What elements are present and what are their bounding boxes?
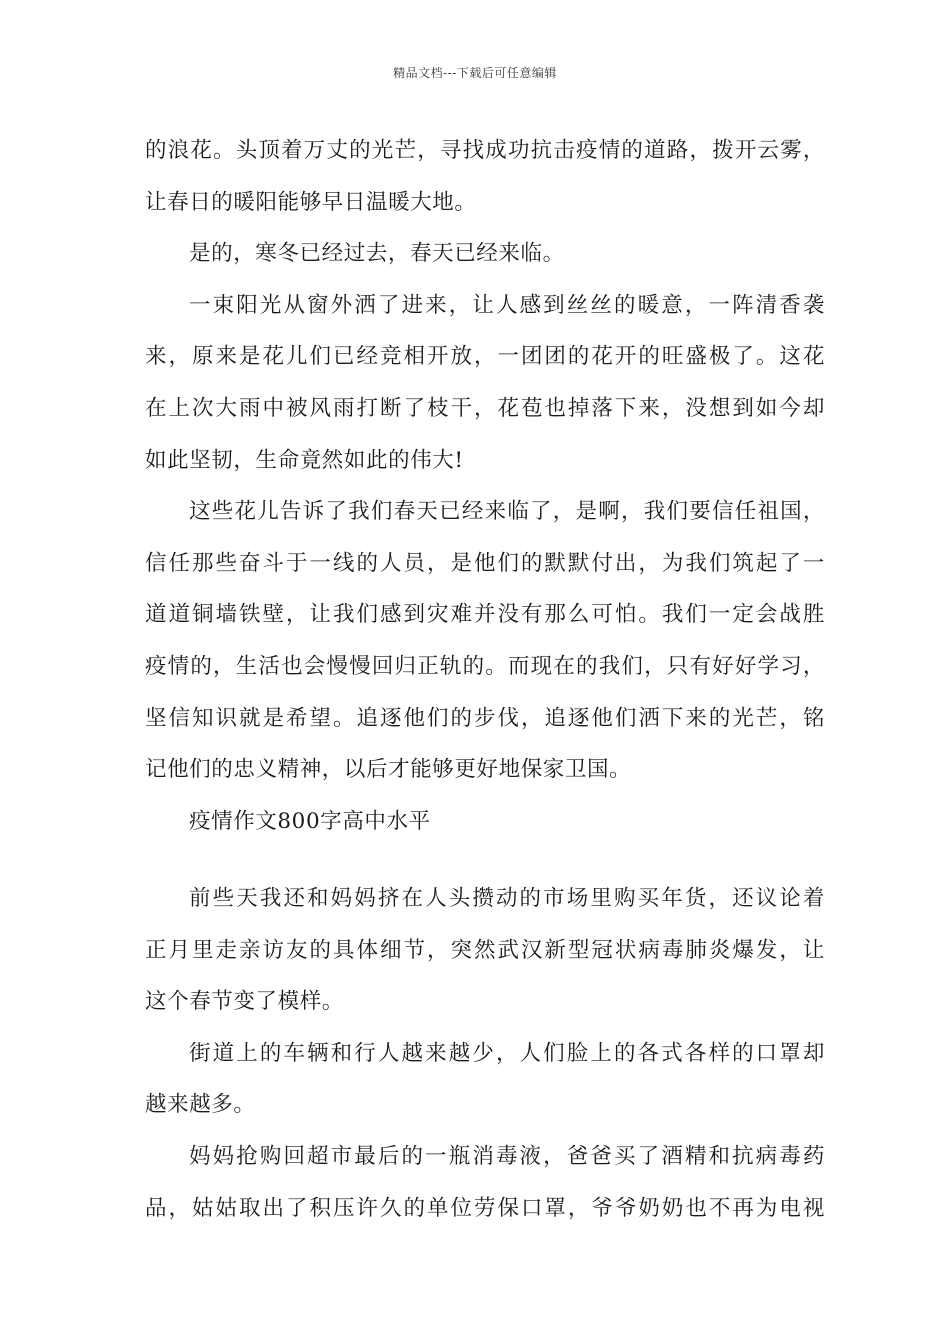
page-header: 精品文档---下载后可任意编辑: [393, 66, 557, 80]
text-block-lower: [145, 873, 825, 1234]
text-line: 记他们的忠义精神，以后才能够更好地保家卫国。: [145, 757, 632, 783]
text-line: 让春日的暖阳能够早日温暖大地。: [145, 189, 477, 215]
text-line: 品，姑姑取出了积压许久的单位劳保口罩，爷爷奶奶也不再为电视: [145, 1195, 825, 1221]
text-line: 这个春节变了模样。: [145, 989, 344, 1015]
text-line: 的浪花。头顶着万丈的光芒，寻找成功抗击疫情的道路，拨开云雾，: [145, 138, 825, 163]
text-line: 越来越多。: [145, 1092, 256, 1118]
text-line: 街道上的车辆和行人越来越少，人们脸上的各式各样的口罩却: [189, 1040, 825, 1066]
text-line: 坚信知识就是希望。追逐他们的步伐，追逐他们洒下来的光芒，铭: [145, 705, 825, 731]
text-line: 道道铜墙铁壁，让我们感到灾难并没有那么可怕。我们一定会战胜: [145, 602, 825, 628]
text-line: 信任那些奋斗于一线的人员，是他们的默默付出，为我们筑起了一: [145, 550, 825, 576]
text-line: 是的，寒冬已经过去，春天已经来临。: [189, 241, 565, 267]
text-line: 来，原来是花儿们已经竞相开放，一团团的花开的旺盛极了。这花: [145, 344, 825, 370]
text-line: 前些天我还和妈妈挤在人头攒动的市场里购买年货，还议论着: [189, 886, 825, 911]
text-block-upper: [145, 125, 825, 847]
text-line: 正月里走亲访友的具体细节，突然武汉新型冠状病毒肺炎爆发，让: [145, 937, 825, 963]
text-line: 在上次大雨中被风雨打断了枝干，花苞也掉落下来，没想到如今却: [145, 395, 825, 421]
text-line: 一束阳光从窗外洒了进来，让人感到丝丝的暖意，一阵清香袭: [189, 292, 825, 318]
text-line: 这些花儿告诉了我们春天已经来临了，是啊，我们要信任祖国，: [189, 499, 825, 525]
text-line: 疫情的，生活也会慢慢回归正轨的。而现在的我们，只有好好学习，: [145, 653, 825, 679]
text-line: 妈妈抢购回超市最后的一瓶消毒液，爸爸买了酒精和抗病毒药: [189, 1143, 825, 1169]
section-heading: 疫情作文800字高中水平: [189, 808, 431, 834]
text-line: 如此坚韧，生命竟然如此的伟大!: [145, 447, 464, 473]
